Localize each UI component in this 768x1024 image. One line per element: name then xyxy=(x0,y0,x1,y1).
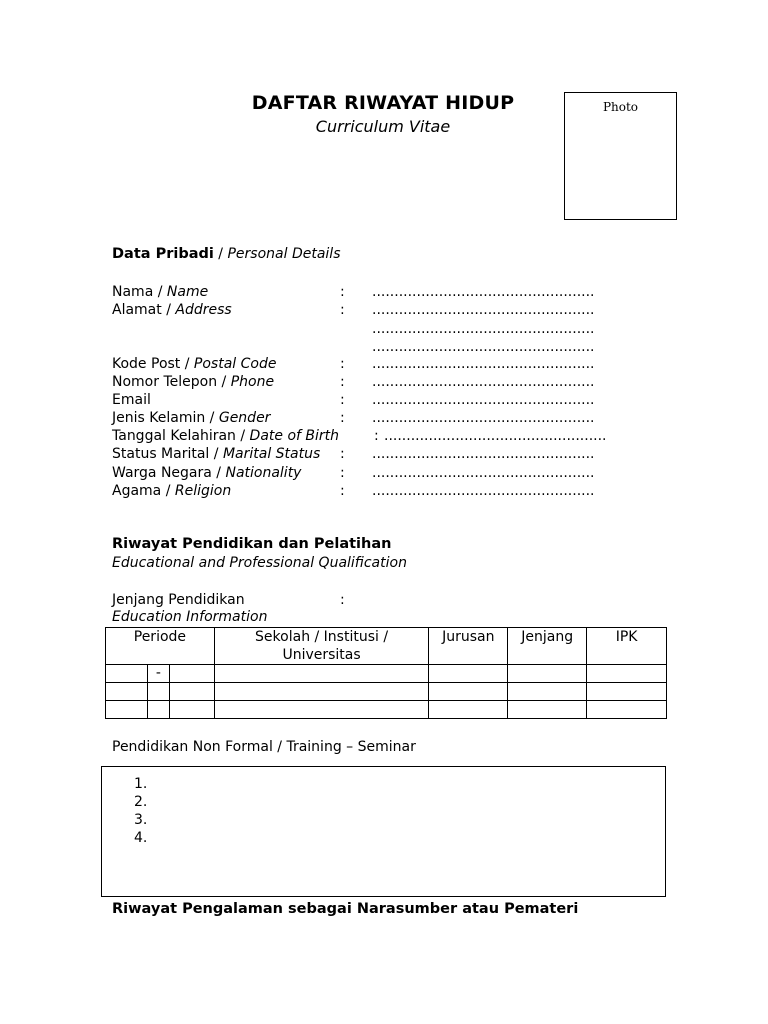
field-label: Warga Negara / xyxy=(112,465,226,481)
period-separator-cell xyxy=(147,683,169,701)
period-end-cell[interactable] xyxy=(169,701,214,719)
level-cell[interactable] xyxy=(508,701,587,719)
education-level-label: Jenjang Pendidikan xyxy=(112,592,245,608)
table-row xyxy=(106,683,667,701)
period-separator-cell xyxy=(147,701,169,719)
period-end-cell[interactable] xyxy=(169,665,214,683)
table-row xyxy=(106,701,667,719)
column-header-gpa: IPK xyxy=(587,628,667,665)
field-dots[interactable]: .................................................. xyxy=(372,392,595,408)
address-line-3[interactable]: .................................................. xyxy=(372,339,595,355)
document-title: DAFTAR RIWAYAT HIDUP xyxy=(251,92,515,114)
field-dots[interactable]: .................................................. xyxy=(372,374,595,390)
field-label: Alamat / xyxy=(112,302,176,318)
major-cell[interactable] xyxy=(429,665,508,683)
field-label-en: Date of Birth xyxy=(249,428,340,444)
field-label-en: Postal Code xyxy=(193,356,277,372)
personal-heading-en: Personal Details xyxy=(227,246,341,262)
column-header-school: Sekolah / Institusi / Universitas xyxy=(214,628,429,665)
document-subtitle: Curriculum Vitae xyxy=(315,117,451,136)
field-label-en: Name xyxy=(166,284,209,300)
education-heading: Riwayat Pendidikan dan Pelatihan xyxy=(112,536,392,552)
school-cell[interactable] xyxy=(214,665,429,683)
period-end-cell[interactable] xyxy=(169,683,214,701)
field-colon: : xyxy=(340,410,345,426)
field-label: Tanggal Kelahiran / xyxy=(112,428,250,444)
school-cell[interactable] xyxy=(214,683,429,701)
training-box[interactable] xyxy=(101,766,666,897)
period-start-cell[interactable] xyxy=(106,701,148,719)
field-label-en: Address xyxy=(175,302,232,318)
level-cell[interactable] xyxy=(508,665,587,683)
photo-placeholder xyxy=(564,92,677,220)
personal-details-heading xyxy=(112,246,340,262)
field-label: Agama / xyxy=(112,483,175,499)
speaker-heading: Riwayat Pengalaman sebagai Narasumber atau Pemateri xyxy=(112,901,579,917)
education-table xyxy=(105,627,667,719)
field-label-en: Nationality xyxy=(225,465,302,481)
list-item: 1. xyxy=(134,776,148,792)
gpa-cell[interactable] xyxy=(587,665,667,683)
table-row xyxy=(106,665,667,683)
field-label-en: Phone xyxy=(230,374,275,390)
field-label: Status Marital / xyxy=(112,446,223,462)
training-list xyxy=(134,775,147,847)
list-item: 4. xyxy=(134,830,148,846)
period-start-cell[interactable] xyxy=(106,665,148,683)
education-heading-en: Educational and Professional Qualification xyxy=(112,555,407,571)
list-item: 2. xyxy=(134,794,148,810)
field-colon: : xyxy=(340,284,345,300)
column-header-period: Periode xyxy=(106,628,215,665)
personal-heading-sep: / xyxy=(213,246,228,262)
level-cell[interactable] xyxy=(508,683,587,701)
personal-heading-id: Data Pribadi xyxy=(112,246,214,262)
field-label: Kode Post / xyxy=(112,356,194,372)
gpa-cell[interactable] xyxy=(587,701,667,719)
field-label-en: Gender xyxy=(218,410,271,426)
gpa-cell[interactable] xyxy=(587,683,667,701)
major-cell[interactable] xyxy=(429,683,508,701)
field-dots[interactable]: .................................................. xyxy=(372,284,595,300)
field-colon: : xyxy=(340,446,345,462)
education-table-header xyxy=(106,628,667,665)
field-colon: : xyxy=(340,465,345,481)
field-colon: : xyxy=(374,428,379,444)
field-colon: : xyxy=(340,483,345,499)
field-dots[interactable]: .................................................. xyxy=(372,465,595,481)
field-label: Email xyxy=(112,392,151,408)
school-cell[interactable] xyxy=(214,701,429,719)
list-item: 3. xyxy=(134,812,148,828)
period-start-cell[interactable] xyxy=(106,683,148,701)
field-label-en: Religion xyxy=(174,483,232,499)
field-colon: : xyxy=(340,374,345,390)
field-dots[interactable]: .................................................. xyxy=(372,302,595,318)
field-label-en: Marital Status xyxy=(222,446,321,462)
education-info-label: Education Information xyxy=(112,609,268,625)
column-header-level: Jenjang xyxy=(508,628,587,665)
training-heading: Pendidikan Non Formal / Training – Seminar xyxy=(112,739,416,755)
field-dots[interactable]: .................................................. xyxy=(372,446,595,462)
field-label: Nama / xyxy=(112,284,167,300)
period-separator: - xyxy=(147,665,169,683)
field-dots[interactable]: .................................................. xyxy=(384,428,607,444)
field-label: Jenis Kelamin / xyxy=(112,410,219,426)
education-level-colon: : xyxy=(340,592,345,608)
field-colon: : xyxy=(340,356,345,372)
major-cell[interactable] xyxy=(429,701,508,719)
field-colon: : xyxy=(340,392,345,408)
field-colon: : xyxy=(340,302,345,318)
field-dots[interactable]: .................................................. xyxy=(372,356,595,372)
field-dots[interactable]: .................................................. xyxy=(372,410,595,426)
address-line-2[interactable]: .................................................. xyxy=(372,321,595,337)
photo-label: Photo xyxy=(602,100,639,114)
field-label: Nomor Telepon / xyxy=(112,374,231,390)
column-header-major: Jurusan xyxy=(429,628,508,665)
field-dots[interactable]: .................................................. xyxy=(372,483,595,499)
